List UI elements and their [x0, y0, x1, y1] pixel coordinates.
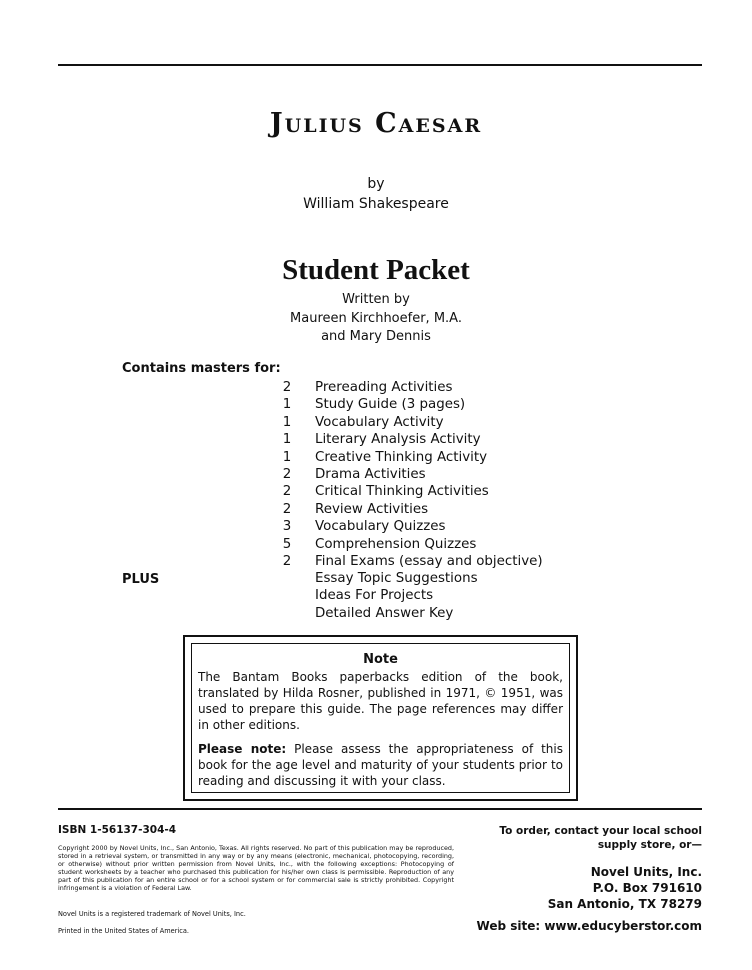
item-label: Review Activities: [315, 501, 429, 517]
website[interactable]: Web site: www.educyberstor.com: [476, 919, 702, 933]
item-label: Critical Thinking Activities: [315, 484, 489, 500]
isbn: ISBN 1-56137-304-4: [58, 824, 177, 836]
by-label: by: [367, 176, 385, 192]
company-name: Novel Units, Inc.: [590, 865, 702, 879]
book-title: Julius Caesar: [269, 108, 483, 139]
item-label: Literary Analysis Activity: [315, 432, 481, 448]
note-box: [191, 643, 570, 793]
order-line: To order, contact your local school: [499, 825, 702, 837]
order-line: supply store, or—: [597, 839, 702, 851]
item-label: Study Guide (3 pages): [315, 397, 466, 413]
item-label: Final Exams (essay and objective): [315, 554, 543, 569]
printed-notice: Printed in the United States of America.: [58, 927, 190, 935]
item-label: Vocabulary Activity: [315, 414, 444, 430]
note-heading: Note: [363, 652, 398, 667]
packet-title: Student Packet: [282, 254, 470, 286]
item-count: 1: [282, 449, 292, 465]
po-box: P.O. Box 791610: [592, 881, 702, 895]
item-count: 1: [282, 432, 292, 448]
item-count: 2: [282, 467, 292, 482]
please-note-label: Please note:: [198, 742, 287, 756]
item-count: 2: [282, 380, 292, 395]
item-label: Prereading Activities: [315, 380, 453, 395]
item-label: Drama Activities: [315, 467, 426, 482]
plus-label: PLUS: [122, 572, 160, 587]
item-count: 2: [282, 484, 292, 500]
writer-name: and Mary Dennis: [321, 329, 431, 344]
written-by-label: Written by: [342, 292, 410, 307]
item-count: 1: [282, 397, 292, 413]
top-rule: [58, 64, 702, 66]
plus-item-label: Essay Topic Suggestions: [315, 571, 478, 586]
bottom-rule: [58, 808, 702, 810]
please-note-text: Please assess the appropriateness of this book for the age level and maturity of your students prior to reading and discussing it with your class.: [198, 742, 563, 788]
please-note-paragraph: [198, 741, 563, 789]
item-label: Creative Thinking Activity: [315, 449, 488, 465]
order-info: [470, 824, 702, 852]
item-count: 3: [282, 519, 292, 535]
item-label: Comprehension Quizzes: [315, 536, 477, 552]
note-paragraph: The Bantam Books paperbacks edition of the book, translated by Hilda Rosner, published in 1971, © 1951, was used to prepare this guide. The page references may differ in other editions.: [198, 670, 563, 732]
item-count: 5: [282, 536, 292, 552]
city-address: San Antonio, TX 78279: [547, 897, 702, 911]
item-count: 1: [282, 414, 292, 430]
book-author: William Shakespeare: [303, 196, 449, 212]
plus-item-label: Ideas For Projects: [315, 588, 434, 604]
trademark-notice: Novel Units is a registered trademark of Novel Units, Inc.: [58, 910, 246, 918]
item-count: 2: [282, 554, 292, 569]
copyright-notice: Copyright 2000 by Novel Units, Inc., San Antonio, Texas. All rights reserved. No part of this publication may be reproduced, stored in a retrieval system, or transmitted in any way or by any means (electronic, mechanical, photocopying, recording, or otherwise) without prior written permission from Novel Units, Inc., with the following exceptions: Photocopying of student worksheets by a teacher who purchased this publication for his/her own class is permissible. Reproduction of any part of this publication for an entire school or for a school system or for commercial sale is strictly prohibited. Copyright infringement is a violation of Federal Law.: [58, 844, 454, 892]
contains-label: Contains masters for:: [122, 361, 281, 376]
item-label: Vocabulary Quizzes: [315, 519, 446, 535]
plus-item-label: Detailed Answer Key: [315, 605, 454, 621]
writer-name: Maureen Kirchhoefer, M.A.: [290, 311, 462, 326]
item-count: 2: [282, 501, 292, 517]
